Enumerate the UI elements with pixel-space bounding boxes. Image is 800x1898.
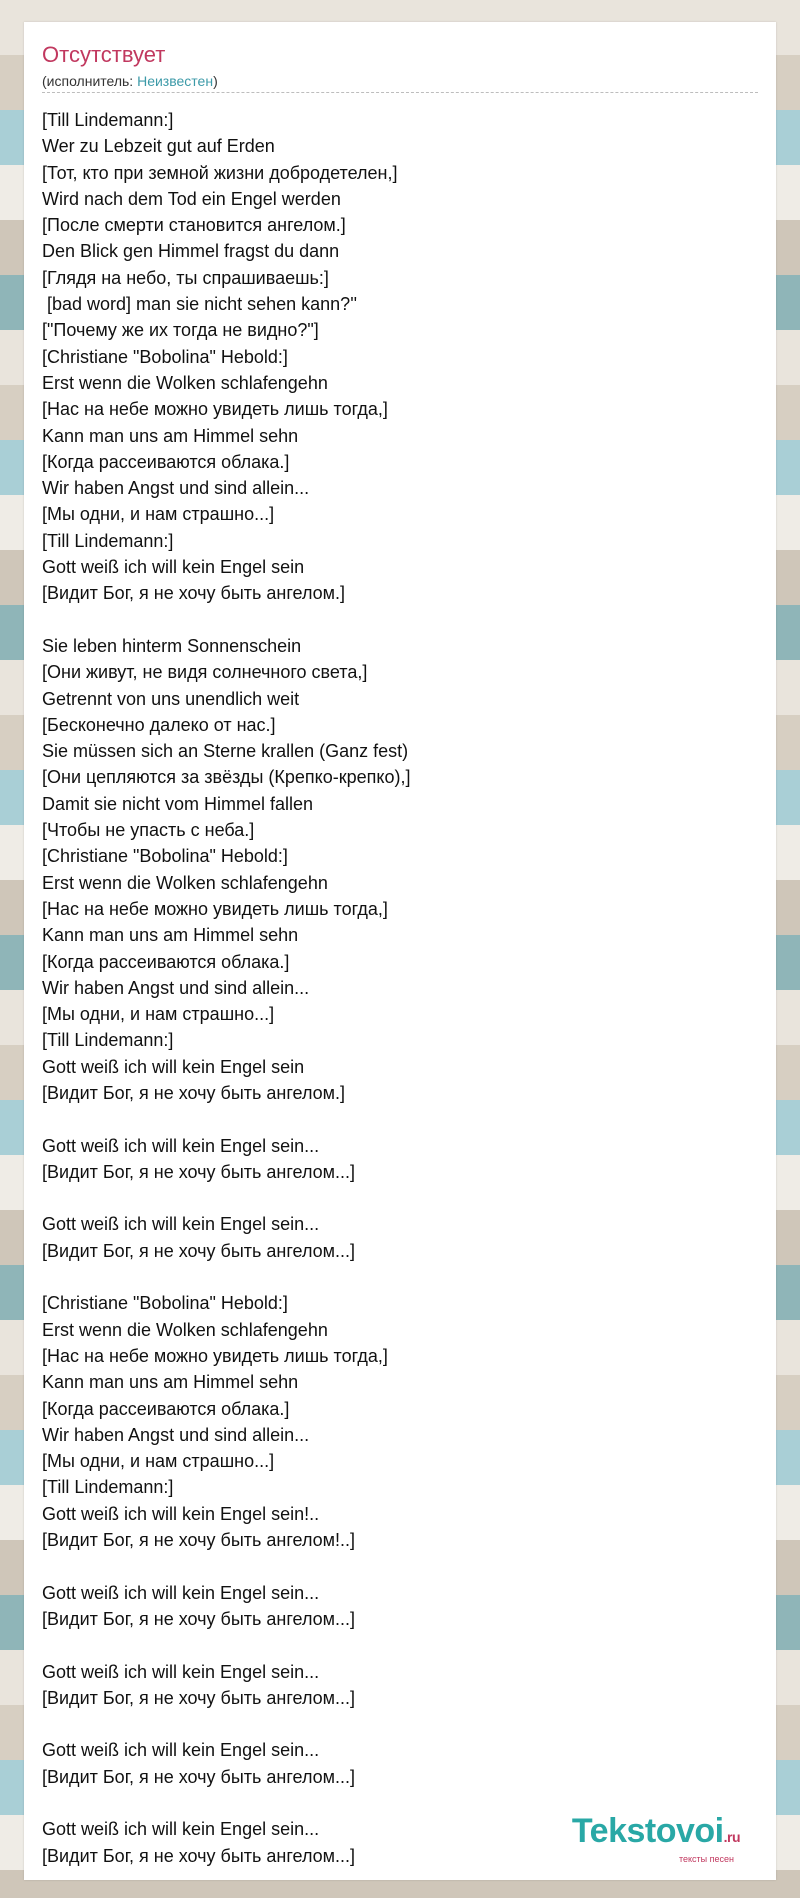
lyric-line: Den Blick gen Himmel fragst du dann — [42, 241, 340, 262]
lyric-line: [Till Lindemann:] — [42, 530, 174, 551]
lyric-line: [Видит Бог, я не хочу быть ангелом...] — [42, 1608, 356, 1629]
lyric-line — [42, 1264, 762, 1290]
lyric-line: [Глядя на небо, ты спрашиваешь:] — [42, 267, 329, 288]
lyric-line: [После смерти становится ангелом.] — [42, 215, 346, 236]
lyric-line: [Бесконечно далеко от нас.] — [42, 714, 276, 735]
lyric-line: Wir haben Angst und sind allein... — [42, 1424, 310, 1445]
lyric-line: [Видит Бог, я не хочу быть ангелом...] — [42, 1240, 356, 1261]
lyric-line — [42, 1553, 762, 1579]
lyric-line: Sie müssen sich an Sterne krallen (Ganz fest) — [42, 741, 409, 762]
lyric-line: [Видит Бог, я не хочу быть ангелом.] — [42, 1082, 346, 1103]
lyric-line: Gott weiß ich will kein Engel sein... — [42, 1214, 320, 1235]
lyric-line: Gott weiß ich will kein Engel sein... — [42, 1819, 320, 1840]
lyrics-text — [42, 107, 762, 1869]
lyric-line: [Видит Бог, я не хочу быть ангелом...] — [42, 1161, 356, 1182]
lyric-line: [Чтобы не упасть с неба.] — [42, 820, 255, 841]
lyric-line: Gott weiß ich will kein Engel sein... — [42, 1661, 320, 1682]
lyric-line: [Они живут, не видя солнечного света,] — [42, 662, 368, 683]
artist-prefix: (исполнитель: — [42, 73, 138, 89]
lyric-line: Kann man uns am Himmel sehn — [42, 1372, 299, 1393]
lyric-line: [Нас на небе можно увидеть лишь тогда,] — [42, 898, 388, 919]
lyric-line: [Видит Бог, я не хочу быть ангелом...] — [42, 1687, 356, 1708]
lyric-line: Wir haben Angst und sind allein... — [42, 478, 310, 499]
lyric-line: [Они цепляются за звёзды (Крепко-крепко),] — [42, 767, 411, 788]
artist-link[interactable]: Неизвестен — [137, 73, 214, 89]
lyric-line: Kann man uns am Himmel sehn — [42, 425, 299, 446]
lyric-line: [Christiane "Bobolina" Hebold:] — [42, 346, 288, 367]
lyric-line: [Till Lindemann:] — [42, 1030, 174, 1051]
lyric-line: [Видит Бог, я не хочу быть ангелом...] — [42, 1766, 356, 1787]
lyric-line: Gott weiß ich will kein Engel sein — [42, 1056, 305, 1077]
lyric-line: Getrennt von uns unendlich weit — [42, 688, 300, 709]
lyric-line: [Когда рассеиваются облака.] — [42, 1398, 290, 1419]
lyric-line: [Нас на небе можно увидеть лишь тогда,] — [42, 399, 388, 420]
lyric-line: [Тот, кто при земной жизни добродетелен,] — [42, 162, 398, 183]
lyric-line — [42, 1106, 762, 1132]
lyric-line: [Видит Бог, я не хочу быть ангелом...] — [42, 1845, 356, 1866]
lyric-line: [Когда рассеиваются облака.] — [42, 451, 290, 472]
lyric-line — [42, 607, 762, 633]
lyric-line: Gott weiß ich will kein Engel sein... — [42, 1135, 320, 1156]
lyric-line: Wer zu Lebzeit gut auf Erden — [42, 136, 275, 157]
song-title: Отсутствует — [42, 42, 166, 67]
lyric-line: [Мы одни, и нам страшно...] — [42, 1451, 275, 1472]
lyric-line: [Видит Бог, я не хочу быть ангелом.] — [42, 583, 346, 604]
lyric-line — [42, 1711, 762, 1737]
lyric-line: [Нас на небе можно увидеть лишь тогда,] — [42, 1345, 388, 1366]
lyric-line: [Когда рассеиваются облака.] — [42, 951, 290, 972]
logo-name: Tekstovoi — [571, 1812, 724, 1850]
artist-line — [42, 72, 218, 90]
lyric-line: [bad word] man sie nicht sehen kann?'' — [42, 294, 358, 315]
lyric-line: Wird nach dem Tod ein Engel werden — [42, 188, 341, 209]
lyric-line — [42, 1632, 762, 1658]
lyric-line — [42, 1185, 762, 1211]
divider — [42, 92, 758, 93]
lyric-line: Wir haben Angst und sind allein... — [42, 977, 310, 998]
lyric-line: Erst wenn die Wolken schlafengehn — [42, 1319, 328, 1340]
lyric-line: Sie leben hinterm Sonnenschein — [42, 635, 302, 656]
logo-tagline: тексты песен — [678, 1854, 734, 1864]
lyric-line: Erst wenn die Wolken schlafengehn — [42, 872, 328, 893]
lyric-line: Kann man uns am Himmel sehn — [42, 925, 299, 946]
lyric-line: ["Почему же их тогда не видно?"] — [42, 320, 319, 341]
site-logo[interactable] — [572, 1814, 740, 1864]
lyric-line: Gott weiß ich will kein Engel sein... — [42, 1740, 320, 1761]
lyric-line: Gott weiß ich will kein Engel sein — [42, 557, 305, 578]
artist-suffix: ) — [213, 73, 218, 89]
lyric-line: [Till Lindemann:] — [42, 1477, 174, 1498]
lyric-line: Gott weiß ich will kein Engel sein!.. — [42, 1503, 320, 1524]
lyrics-card — [24, 22, 776, 1880]
lyric-line: [Мы одни, и нам страшно...] — [42, 1004, 275, 1025]
lyric-line: [Till Lindemann:] — [42, 110, 174, 130]
lyric-line: [Мы одни, и нам страшно...] — [42, 504, 275, 525]
lyric-line: Erst wenn die Wolken schlafengehn — [42, 372, 328, 393]
lyric-line: [Видит Бог, я не хочу быть ангелом!..] — [42, 1530, 356, 1551]
lyric-line: Damit sie nicht vom Himmel fallen — [42, 793, 314, 814]
lyric-line: [Christiane "Bobolina" Hebold:] — [42, 846, 288, 867]
lyric-line: [Christiane "Bobolina" Hebold:] — [42, 1293, 288, 1314]
logo-tld: .ru — [723, 1829, 740, 1845]
lyric-line: Gott weiß ich will kein Engel sein... — [42, 1582, 320, 1603]
